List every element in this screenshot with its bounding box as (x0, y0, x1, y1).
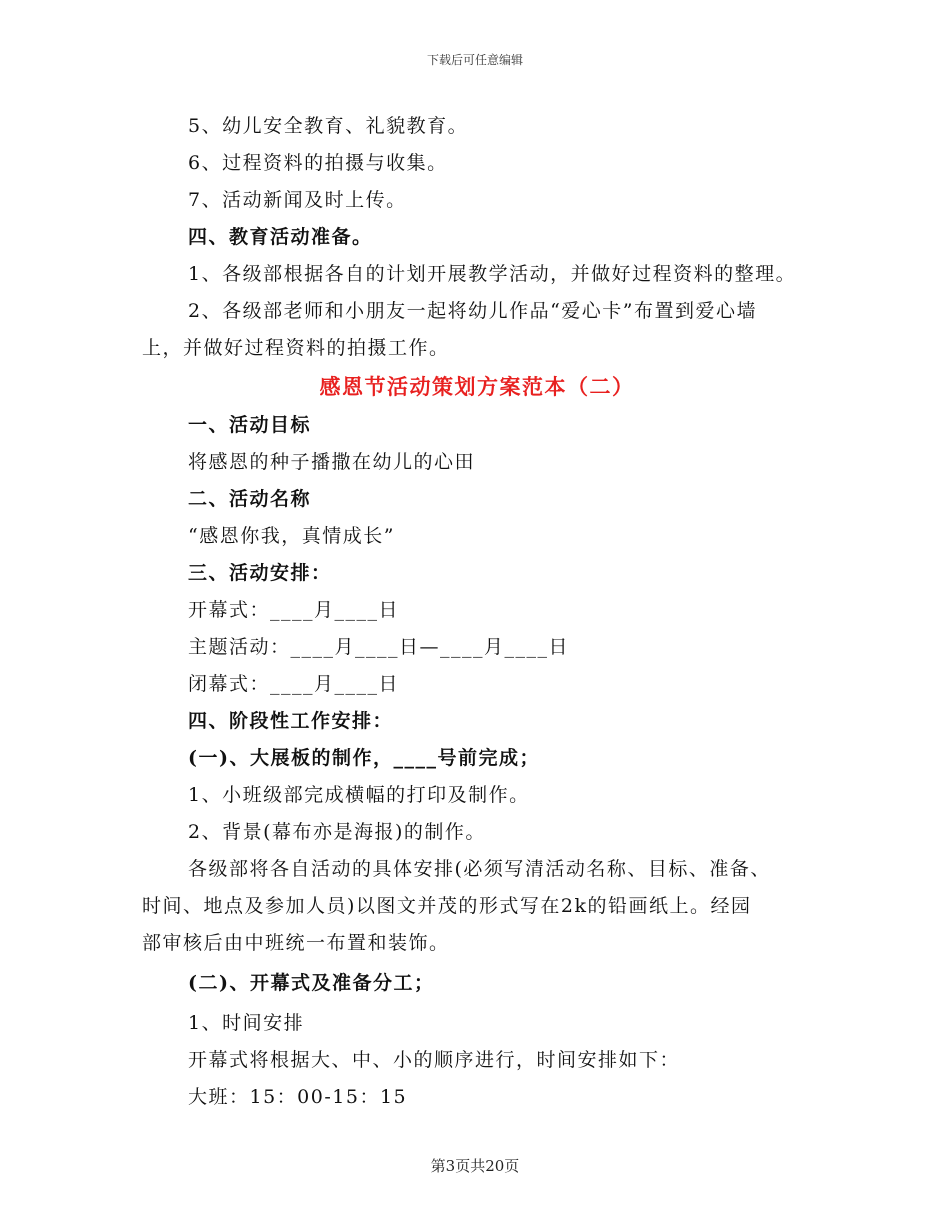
page-footer: 第3页共20页 (430, 1157, 520, 1175)
paragraph-line: 上，并做好过程资料的拍摄工作。 (142, 337, 450, 359)
subsection-heading: (一)、大展板的制作，____号前完成； (188, 747, 540, 769)
paragraph-line: 部审核后由中班统一布置和装饰。 (142, 932, 450, 954)
paragraph-line: 将感恩的种子播撒在幼儿的心田 (188, 451, 476, 473)
schedule-line: 主题活动：____月____日—____月____日 (188, 636, 570, 658)
subsection-heading: (二)、开幕式及准备分工； (188, 972, 435, 994)
paragraph-line: “感恩你我，真情成长” (188, 525, 395, 547)
schedule-line: 大班：15：00-15：15 (188, 1086, 408, 1108)
list-item: 1、小班级部完成横幅的打印及制作。 (188, 784, 530, 806)
paragraph-line: 2、各级部老师和小朋友一起将幼儿作品“爱心卡”布置到爱心墙 (188, 300, 758, 322)
list-item: 1、各级部根据各自的计划开展教学活动，并做好过程资料的整理。 (188, 263, 797, 285)
paragraph-line: 开幕式将根据大、中、小的顺序进行，时间安排如下： (188, 1049, 681, 1071)
section-heading: 一、活动目标 (188, 414, 312, 436)
list-item: 6、过程资料的拍摄与收集。 (188, 152, 448, 174)
document-title: 感恩节活动策划方案范本（二） (319, 374, 635, 399)
document-body (142, 108, 812, 1116)
schedule-line: 闭幕式：____月____日 (188, 673, 400, 695)
list-item: 1、时间安排 (188, 1012, 305, 1034)
section-heading: 二、活动名称 (188, 488, 312, 510)
section-heading: 四、阶段性工作安排： (188, 710, 394, 732)
list-item: 5、幼儿安全教育、礼貌教育。 (188, 115, 469, 137)
section-heading: 三、活动安排： (188, 562, 332, 584)
schedule-line: 开幕式：____月____日 (188, 599, 400, 621)
list-item: 2、背景(幕布亦是海报)的制作。 (188, 821, 486, 843)
list-item: 7、活动新闻及时上传。 (188, 189, 407, 211)
section-heading: 四、教育活动准备。 (188, 226, 373, 248)
paragraph-line: 各级部将各自活动的具体安排(必须写清活动名称、目标、准备、 (188, 858, 771, 880)
page-header: 下载后可任意编辑 (426, 53, 523, 67)
paragraph-line: 时间、地点及参加人员)以图文并茂的形式写在2k的铅画纸上。经园 (142, 895, 752, 917)
